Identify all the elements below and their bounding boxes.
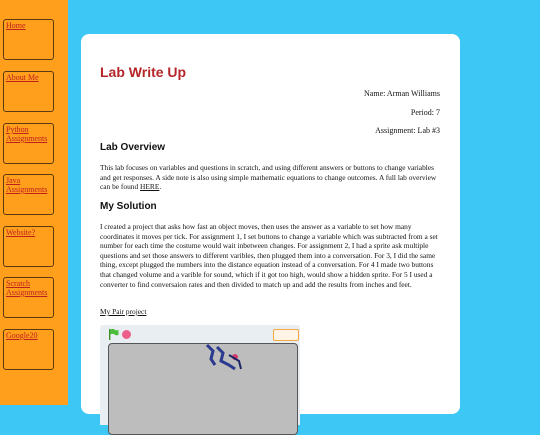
nav-home[interactable]: Home: [3, 19, 54, 60]
nav-website[interactable]: Website?: [3, 226, 54, 267]
overview-heading: Lab Overview: [100, 142, 166, 153]
nav-python-assignments[interactable]: Python Assignments: [3, 123, 54, 164]
nav-about-me[interactable]: About Me: [3, 71, 54, 112]
author-name: Name: Arman Williams: [364, 89, 440, 98]
solution-text: I created a project that asks how fast an object moves, then uses the answer as a variable to set how many coordinates it moves per tick. For assignment 1, I set buttons to change a variable which was subtracted from a set number for each time the costume would wait inbetween changes. For assignment 2, I had a sprite ask multiple questions and set those answers to different varibles, then plugged them into a conversation. For 3, I did the same thing, except plugged the numbers into the distance equation instead of a conversation. For 4 I made two buttons that changed volume and a varible for sound, which if it got too high, would show a hidden sprite. For 5 I used a converter to find conversaion rates and then divided to match up and add the results from inches and feet.: [100, 222, 438, 289]
nav-google20[interactable]: Google20: [3, 329, 54, 370]
sidebar-nav: [0, 0, 68, 405]
assignment-number: Assignment: Lab #3: [375, 126, 440, 135]
pair-project-link[interactable]: My Pair project: [100, 307, 147, 316]
scratch-logo-icon[interactable]: [273, 329, 299, 341]
overview-text: This lab focuses on variables and questions in scratch, and using different answers or buttons to change variables and get responses. A side note is also using simple mathematic equations to change outcomes. A full lab overview can be found HERE.: [100, 163, 437, 192]
nav-scratch-assignments[interactable]: Scratch Assignments: [3, 277, 54, 318]
page-title: Lab Write Up: [100, 64, 187, 80]
scratch-player: [100, 325, 300, 425]
class-period: Period: 7: [410, 108, 440, 117]
sprite-figure-icon: [205, 343, 245, 373]
content-card: [81, 34, 460, 414]
solution-heading: My Solution: [100, 201, 157, 212]
nav-java-assignments[interactable]: Java Assignments: [3, 174, 54, 215]
project-stage[interactable]: [108, 343, 298, 435]
green-flag-icon[interactable]: [108, 328, 119, 340]
stop-icon[interactable]: [122, 330, 131, 339]
overview-link[interactable]: HERE: [140, 182, 160, 192]
